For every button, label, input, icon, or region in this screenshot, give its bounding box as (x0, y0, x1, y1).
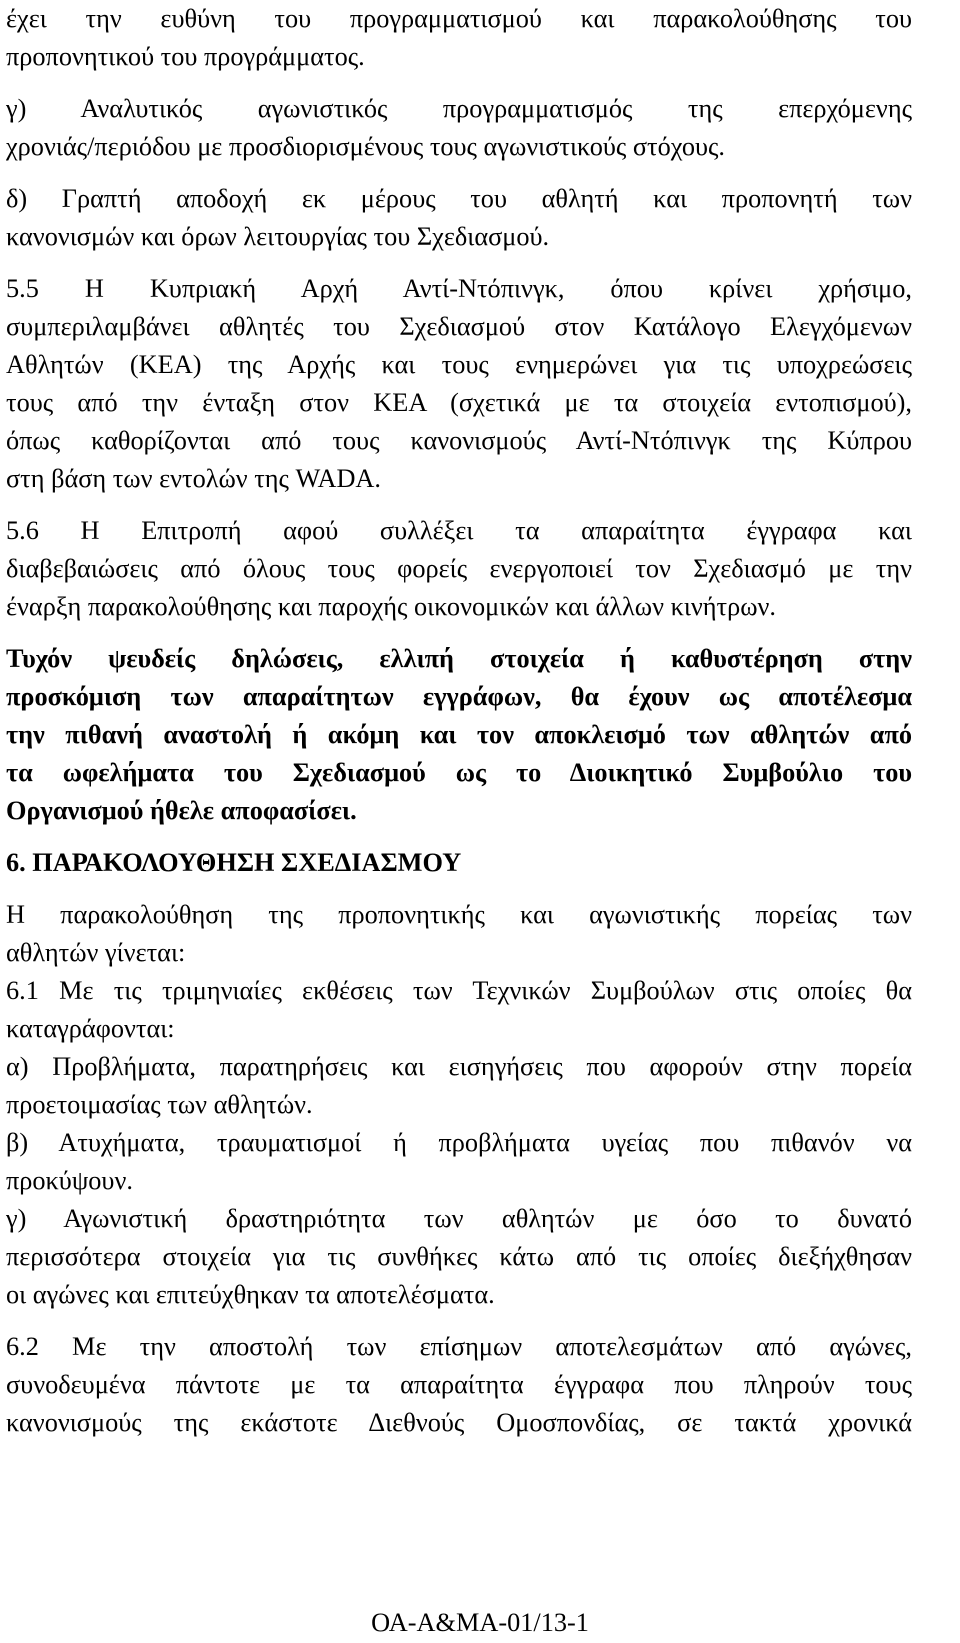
text-line: συνοδευμένα πάντοτε με τα απαραίτητα έγγραφα που πληρούν τους (6, 1370, 912, 1399)
paragraph-5-6 (6, 512, 912, 626)
text-line: γ) Αγωνιστική δραστηριότητα των αθλητών με όσο το δυνατό (6, 1204, 912, 1233)
text-line: προκύψουν. (6, 1166, 133, 1195)
text-line: περισσότερα στοιχεία για τις συνθήκες κάτω από τις οποίες διεξήχθησαν (6, 1242, 912, 1271)
text-line: κανονισμούς της εκάστοτε Διεθνούς Ομοσπονδίας, σε τακτά χρονικά (6, 1408, 912, 1437)
text-line: β) Ατυχήματα, τραυματισμοί ή προβλήματα υγείας που πιθανόν να (6, 1128, 912, 1157)
text-line: τα ωφελήματα του Σχεδιασμού ως το Διοικητικό Συμβούλιο του (6, 758, 912, 787)
paragraph-continuation (6, 0, 912, 76)
paragraph-item-delta (6, 180, 912, 256)
text-line: αθλητών γίνεται: (6, 938, 186, 967)
text-line: δ) Γραπτή αποδοχή εκ μέρους του αθλητή και προπονητή των (6, 184, 912, 213)
text-line: την πιθανή αναστολή ή ακόμη και τον αποκλεισμό των αθλητών από (6, 720, 912, 749)
text-line: 5.6 Η Επιτροπή αφού συλλέξει τα απαραίτητα έγγραφα και (6, 516, 912, 545)
text-line: προπονητικού του προγράμματος. (6, 42, 365, 71)
text-line: χρονιάς/περιόδου με προσδιορισμένους τους αγωνιστικούς στόχους. (6, 132, 726, 161)
text-line: οι αγώνες και επιτεύχθηκαν τα αποτελέσματα. (6, 1280, 495, 1309)
text-line: γ) Αναλυτικός αγωνιστικός προγραμματισμός της επερχόμενης (6, 94, 912, 123)
text-line: έναρξη παρακολούθησης και παροχής οικονομικών και άλλων κινήτρων. (6, 592, 777, 621)
text-line: Τυχόν ψευδείς δηλώσεις, ελλιπή στοιχεία ή καθυστέρηση στην (6, 644, 912, 673)
document-footer-code: ΟΑ-Α&ΜΑ-01/13-1 (371, 1608, 589, 1637)
text-line: Οργανισμού ήθελε αποφασίσει. (6, 796, 357, 825)
text-line: συμπεριλαμβάνει αθλητές του Σχεδιασμού στον Κατάλογο Ελεγχόμενων (6, 312, 912, 341)
text-line: 6.2 Με την αποστολή των επίσημων αποτελεσμάτων από αγώνες, (6, 1332, 912, 1361)
paragraph-6-2 (6, 1328, 912, 1442)
text-line: προετοιμασίας των αθλητών. (6, 1090, 313, 1119)
bold-warning-paragraph (6, 640, 912, 830)
section-heading: 6. ΠΑΡΑΚΟΛΟΥΘΗΣΗ ΣΧΕΔΙΑΣΜΟΥ (6, 848, 462, 877)
text-line: 5.5 Η Κυπριακή Αρχή Αντί-Ντόπινγκ, όπου κρίνει χρήσιμο, (6, 274, 912, 303)
text-line: α) Προβλήματα, παρατηρήσεις και εισηγήσεις που αφορούν στην πορεία (6, 1052, 912, 1081)
paragraph-item-gamma (6, 90, 912, 166)
paragraph-6-1 (6, 896, 912, 1314)
document-page (6, 0, 912, 1442)
text-line: 6.1 Με τις τριμηνιαίες εκθέσεις των Τεχνικών Συμβούλων στις οποίες θα (6, 976, 912, 1005)
text-line: έχει την ευθύνη του προγραμματισμού και παρακολούθησης του (6, 4, 912, 33)
text-line: προσκόμιση των απαραίτητων εγγράφων, θα έχουν ως αποτέλεσμα (6, 682, 912, 711)
text-line: καταγράφονται: (6, 1014, 175, 1043)
text-line: Η παρακολούθηση της προπονητικής και αγωνιστικής πορείας των (6, 900, 912, 929)
text-line: κανονισμών και όρων λειτουργίας του Σχεδιασμού. (6, 222, 550, 251)
text-line: διαβεβαιώσεις από όλους τους φορείς ενεργοποιεί τον Σχεδιασμό με την (6, 554, 912, 583)
text-line: Αθλητών (ΚΕΑ) της Αρχής και τους ενημερώνει για τις υποχρεώσεις (6, 350, 912, 379)
text-line: στη βάση των εντολών της WADA. (6, 464, 381, 493)
text-line: τους από την ένταξη στον ΚΕΑ (σχετικά με τα στοιχεία εντοπισμού), (6, 388, 912, 417)
text-line: όπως καθορίζονται από τους κανονισμούς Αντί-Ντόπινγκ της Κύπρου (6, 426, 912, 455)
paragraph-5-5 (6, 270, 912, 498)
